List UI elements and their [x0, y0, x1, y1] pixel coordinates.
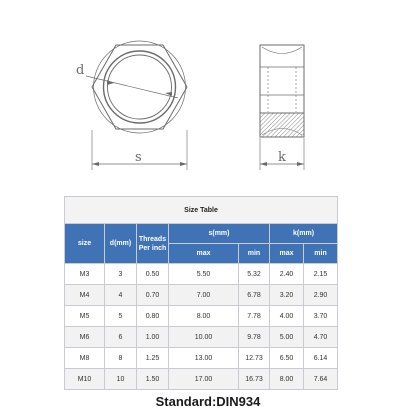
cell-threads: 1.25 — [137, 348, 169, 369]
header-s-min: min — [239, 244, 270, 264]
cell-s-max: 8.00 — [169, 306, 239, 327]
label-d: d — [76, 63, 85, 78]
chamfer-curve-top — [262, 47, 302, 54]
d-leader-line — [86, 76, 178, 98]
cell-k-min: 7.64 — [304, 369, 338, 390]
k-arrow-right — [297, 162, 304, 166]
header-threads — [137, 224, 169, 264]
cell-k-min: 6.14 — [304, 348, 338, 369]
cell-size: M6 — [65, 327, 105, 348]
header-s-max: max — [169, 244, 239, 264]
cell-size: M5 — [65, 306, 105, 327]
hex-nut-technical-drawing — [0, 0, 416, 190]
header-threads-line1: Threads — [138, 235, 167, 243]
cell-d: 6 — [105, 327, 137, 348]
cell-s-max: 5.50 — [169, 264, 239, 285]
cell-s-min: 12.73 — [239, 348, 270, 369]
bore-inner-circle — [108, 55, 172, 119]
table-title: Size Table — [65, 197, 338, 224]
standard-label: Standard:DIN934 — [155, 394, 261, 409]
cell-threads: 1.00 — [137, 327, 169, 348]
cell-s-max: 13.00 — [169, 348, 239, 369]
cell-s-min: 7.78 — [239, 306, 270, 327]
cell-s-max: 17.00 — [169, 369, 239, 390]
cell-threads: 0.80 — [137, 306, 169, 327]
table-row — [65, 369, 338, 390]
table-row — [65, 327, 338, 348]
label-k: k — [278, 150, 286, 165]
cell-s-max: 7.00 — [169, 285, 239, 306]
cell-d: 4 — [105, 285, 137, 306]
cell-size: M8 — [65, 348, 105, 369]
header-s: s(mm) — [169, 224, 270, 244]
size-table — [64, 196, 338, 390]
cell-threads: 0.70 — [137, 285, 169, 306]
cell-k-min: 4.70 — [304, 327, 338, 348]
table-row — [65, 264, 338, 285]
s-arrow-left — [92, 162, 99, 166]
cell-k-min: 2.15 — [304, 264, 338, 285]
cell-threads: 0.50 — [137, 264, 169, 285]
header-d: d(mm) — [105, 224, 137, 264]
cell-threads: 1.50 — [137, 369, 169, 390]
header-k-max: max — [270, 244, 304, 264]
cell-k-max: 3.20 — [270, 285, 304, 306]
cell-size: M10 — [65, 369, 105, 390]
cell-k-max: 4.00 — [270, 306, 304, 327]
cell-s-min: 6.78 — [239, 285, 270, 306]
cell-k-max: 6.50 — [270, 348, 304, 369]
label-s: s — [135, 150, 142, 165]
cell-k-max: 8.00 — [270, 369, 304, 390]
cell-s-min: 9.78 — [239, 327, 270, 348]
cell-d: 5 — [105, 306, 137, 327]
cell-size: M3 — [65, 264, 105, 285]
section-hatch — [260, 113, 304, 137]
cell-s-max: 10.00 — [169, 327, 239, 348]
cell-k-min: 2.90 — [304, 285, 338, 306]
cell-s-min: 16.73 — [239, 369, 270, 390]
bore-outer-circle — [104, 51, 176, 123]
k-arrow-left — [260, 162, 267, 166]
table-row — [65, 285, 338, 306]
table-row — [65, 306, 338, 327]
cell-d: 3 — [105, 264, 137, 285]
table-row — [65, 348, 338, 369]
cell-k-max: 2.40 — [270, 264, 304, 285]
hexagon-outline — [92, 45, 187, 129]
cell-k-min: 3.70 — [304, 306, 338, 327]
header-k: k(mm) — [270, 224, 338, 244]
header-k-min: min — [304, 244, 338, 264]
cell-d: 10 — [105, 369, 137, 390]
cell-k-max: 5.00 — [270, 327, 304, 348]
cell-size: M4 — [65, 285, 105, 306]
header-size: size — [65, 224, 105, 264]
cell-d: 8 — [105, 348, 137, 369]
cell-s-min: 5.32 — [239, 264, 270, 285]
s-arrow-right — [180, 162, 187, 166]
header-threads-line2: Per inch — [138, 244, 167, 252]
